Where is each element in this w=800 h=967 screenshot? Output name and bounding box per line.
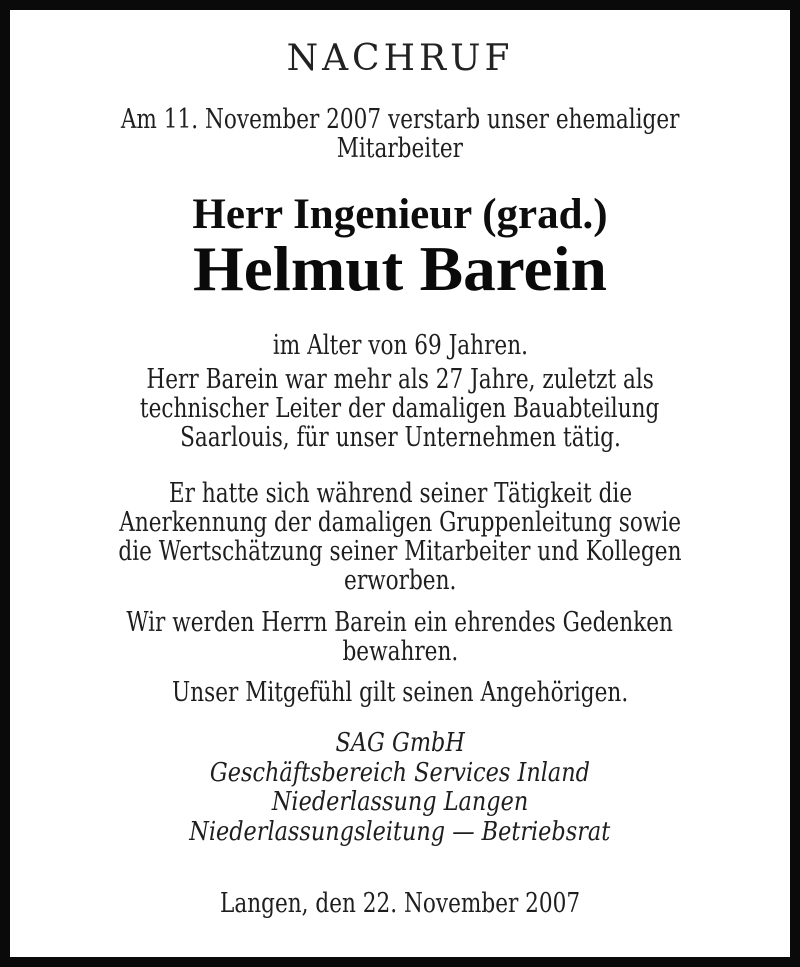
place-date: Langen, den 22. November 2007 xyxy=(219,888,581,919)
paragraph-line: Anerkennung der damaligen Gruppenleitung sowie xyxy=(119,507,681,538)
paragraph-line: Wir werden Herrn Barein ein ehrendes Gedenken xyxy=(126,607,674,638)
paragraph-line: die Wertschätzung seiner Mitarbeiter und Kollegen xyxy=(118,536,682,567)
signature-line: Niederlassungsleitung — Betriebsrat xyxy=(189,817,611,847)
age-line: im Alter von 69 Jahren. xyxy=(272,330,528,361)
notice-heading: NACHRUF xyxy=(286,38,514,79)
paragraph-line: Er hatte sich während seiner Tätigkeit die xyxy=(168,478,632,509)
deceased-title: Herr Ingenieur (grad.) xyxy=(192,191,608,238)
paragraph-line: technischer Leiter der damaligen Bauabteilung xyxy=(140,393,660,424)
signature-line: Geschäftsbereich Services Inland xyxy=(209,758,591,788)
paragraph-line: Herr Barein war mehr als 27 Jahre, zuletzt als xyxy=(146,364,654,395)
signature-line: SAG GmbH xyxy=(335,728,465,758)
paragraph-line: bewahren. xyxy=(342,636,458,667)
signature-line: Niederlassung Langen xyxy=(271,787,529,817)
paragraph-line: Saarlouis, für unser Unternehmen tätig. xyxy=(179,422,621,453)
intro-line: Am 11. November 2007 verstarb unser ehemaliger xyxy=(120,104,680,135)
intro-line: Mitarbeiter xyxy=(336,133,464,164)
paragraph-line: Unser Mitgefühl gilt seinen Angehörigen. xyxy=(171,677,629,708)
deceased-name: Helmut Barein xyxy=(192,233,608,304)
paragraph-line: erworben. xyxy=(343,565,457,596)
